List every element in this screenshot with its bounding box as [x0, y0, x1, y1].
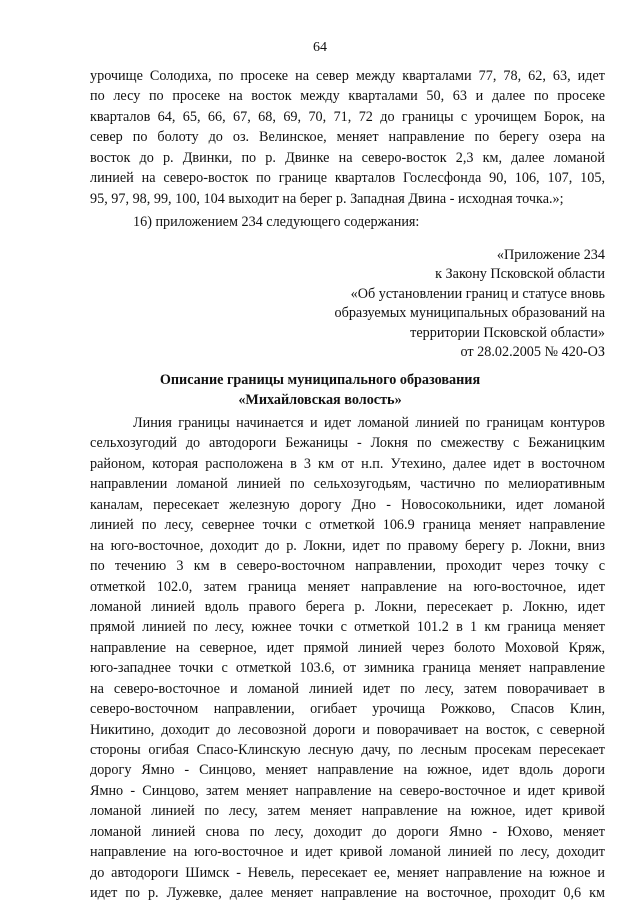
appendix-line: «Об установлении границ и статусе вновь: [350, 285, 605, 302]
text-line: юго-западнее точки с отметкой 103.6, от зимника граница меняет направление: [90, 660, 605, 677]
text-line: Линия границы начинается и идет ломаной линией по границам контуров: [133, 415, 605, 431]
text-line: направление на юго-восточное и идет кривой ломаной линией по лесу, доходит: [90, 844, 605, 861]
heading-line: Описание границы муниципального образования: [159, 372, 481, 388]
text-line: урочище Солодиха, по просеке на север между кварталами 77, 78, 62, 63, идет: [90, 68, 605, 84]
boundary-description: [90, 413, 605, 904]
text-line: отметкой 102.0, затем граница меняет направление на юго-восточное, идет: [90, 578, 605, 595]
text-line: стороны огибая Спасо-Клинскую лесную дачу, по лесным просекам пересекает: [90, 742, 605, 758]
text-line: дорогу Ямно - Синцово, меняет направление на южное, идет вдоль дороги: [90, 762, 605, 779]
text-line: линией по лесу, севернее точки с отметкой 106.9 граница меняет направление: [90, 517, 605, 534]
text-line: на северо-восточное и ломаной линией идет по лесу, затем поворачивает в: [90, 680, 605, 697]
text-line: северо-восточном направлении, огибает урочища Рожково, Спасов Клин,: [90, 701, 605, 718]
text-line: кварталов 64, 65, 66, 67, 68, 69, 70, 71, 72 до границы с урочищем Борок, на: [90, 108, 605, 125]
appendix-header: [335, 246, 605, 362]
text-line: районом, которая расположена в 3 км от н.п. Утехино, далее идет в восточном: [90, 455, 605, 472]
text-line: восток до р. Двинки, по р. Двинке на северо-восток 2,3 км, далее ломаной: [90, 149, 605, 166]
text-line: идет по р. Лужевке, далее меняет направление на восточное, проходит 0,6 км: [90, 885, 605, 902]
text-line: Никитино, доходит до лесовозной дороги и поворачивает на восток, с северной: [90, 721, 605, 738]
text-line: линией на северо-восток по границе кварталов Гослесфонда 90, 106, 107, 105,: [90, 170, 605, 187]
text-line: Ямно - Синцово, затем меняет направление на северо-восточное и идет кривой: [90, 782, 605, 799]
text-line: ломаной линией вдоль правого берега р. Локни, пересекает р. Локню, идет: [90, 598, 605, 615]
text-line: направление на северное, идет прямой линией через болото Моховой Кряж,: [90, 639, 605, 656]
text-line: до автодороги Шимск - Невель, пересекает ее, меняет направление на южное и: [90, 864, 605, 881]
appendix-line: образуемых муниципальных образований на: [334, 305, 605, 322]
text-line: по лесу по просеке на восток между кварталами 50, 63 и далее по просеке: [90, 88, 605, 105]
section-heading: [0, 370, 640, 410]
appendix-line: к Закону Псковской области: [435, 266, 605, 283]
text-line: каналам, пересекает железную дорогу Дно - Новосокольники, идет ломаной: [90, 496, 605, 513]
text-line: сельхозугодий до автодороги Бежаницы - Локня по смежеству с Бежаницким: [90, 435, 605, 452]
text-line: ломаной линией снова по лесу, доходит до дороги Ямно - Юхово, меняет: [90, 823, 605, 840]
continued-paragraph: [90, 66, 605, 209]
text-line: на юго-восточное, доходит до р. Локни, идет по правому берегу р. Локни, вниз: [90, 537, 605, 554]
appendix-line: от 28.02.2005 № 420-ОЗ: [460, 344, 605, 361]
text-line: прямой линией по лесу, южнее точки с отметкой 101.2 в 1 км граница меняет: [90, 619, 605, 636]
appendix-line: «Приложение 234: [496, 247, 605, 263]
text-line: 95, 97, 98, 99, 100, 104 выходит на берег р. Западная Двина - исходная точка.»;: [90, 190, 564, 207]
text-line: по течению 3 км в северо-восточном направлении, проходит через точку с: [90, 558, 605, 575]
text-line: направлении ломаной линией по сельхозугодьям, частично по мелиоративным: [90, 476, 605, 493]
page-number: 64: [313, 40, 327, 55]
appendix-line: территории Псковской области»: [410, 324, 605, 341]
heading-line: «Михайловская волость»: [238, 392, 402, 408]
text-line: ломаной линией по лесу, затем меняет направление на южное, идет кривой: [90, 803, 605, 820]
item-16: 16) приложением 234 следующего содержания:: [133, 214, 420, 230]
text-line: север по болоту до оз. Велинское, меняет направление по берегу озера на: [90, 129, 605, 146]
